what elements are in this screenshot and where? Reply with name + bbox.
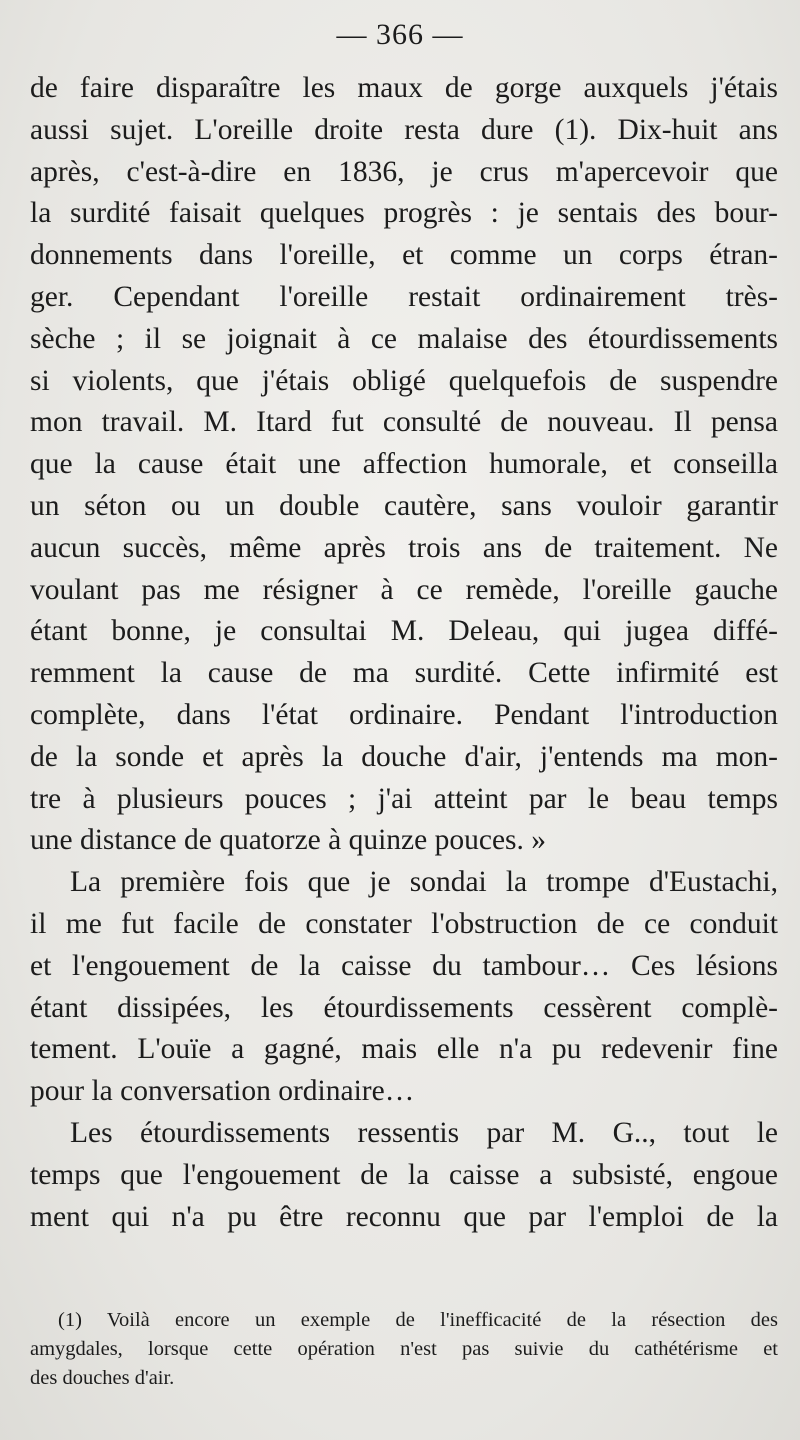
text-line: après, c'est-à-dire en 1836, je crus m'apercevoir que — [30, 155, 778, 188]
footnote-line: des douches d'air. — [30, 1367, 175, 1389]
text-line: une distance de quatorze à quinze pouces. » — [30, 824, 547, 857]
text-line: sèche ; il se joignait à ce malaise des étourdissements — [30, 322, 778, 355]
text-line: tement. L'ouïe a gagné, mais elle n'a pu redevenir fine — [30, 1033, 778, 1066]
text-line: mon travail. M. Itard fut consulté de nouveau. Il pensa — [30, 406, 778, 439]
text-line: de faire disparaître les maux de gorge auxquels j'étais — [30, 72, 778, 104]
text-line: voulant pas me résigner à ce remède, l'oreille gauche — [30, 573, 778, 606]
text-line: la surdité faisait quelques progrès : je sentais des bour- — [30, 197, 778, 230]
footnote-line: amygdales, lorsque cette opération n'est pas suivie du cathétérisme et — [30, 1338, 778, 1360]
text-line: ger. Cependant l'oreille restait ordinairement très- — [30, 280, 778, 313]
text-line: remment la cause de ma surdité. Cette infirmité est — [30, 657, 778, 690]
footnote-line: (1) Voilà encore un exemple de l'inefficacité de la résection des — [58, 1309, 778, 1331]
text-line: aucun succès, même après trois ans de traitement. Ne — [30, 531, 778, 564]
text-line: il me fut facile de constater l'obstruction de ce conduit — [30, 907, 778, 940]
page-number: — 366 — — [336, 18, 464, 51]
text-line: un séton ou un double cautère, sans vouloir garantir — [30, 489, 778, 522]
text-line: étant bonne, je consultai M. Deleau, qui jugea diffé- — [30, 615, 778, 648]
paragraph-start-line: La première fois que je sondai la trompe d'Eustachi, — [70, 866, 778, 899]
body-text — [30, 68, 778, 1238]
text-line: tre à plusieurs pouces ; j'ai atteint par le beau temps — [30, 782, 778, 815]
text-line: complète, dans l'état ordinaire. Pendant l'introduction — [30, 698, 778, 731]
text-line: de la sonde et après la douche d'air, j'entends ma mon- — [30, 740, 778, 773]
text-line: donnements dans l'oreille, et comme un corps étran- — [30, 239, 778, 272]
text-line: que la cause était une affection humorale, et conseilla — [30, 448, 778, 481]
footnote — [30, 1306, 778, 1393]
paragraph-start-line: Les étourdissements ressentis par M. G.., tout le — [70, 1116, 778, 1149]
text-line: ment qui n'a pu être reconnu que par l'emploi de la — [30, 1200, 778, 1233]
text-line: si violents, que j'étais obligé quelquefois de suspendre — [30, 364, 778, 397]
text-line: temps que l'engouement de la caisse a subsisté, engoue — [30, 1158, 778, 1191]
text-line: pour la conversation ordinaire… — [30, 1075, 415, 1108]
text-line: et l'engouement de la caisse du tambour… Ces lésions — [30, 949, 778, 982]
text-line: aussi sujet. L'oreille droite resta dure (1). Dix-huit ans — [30, 113, 778, 146]
text-line: étant dissipées, les étourdissements cessèrent complè- — [30, 991, 778, 1024]
